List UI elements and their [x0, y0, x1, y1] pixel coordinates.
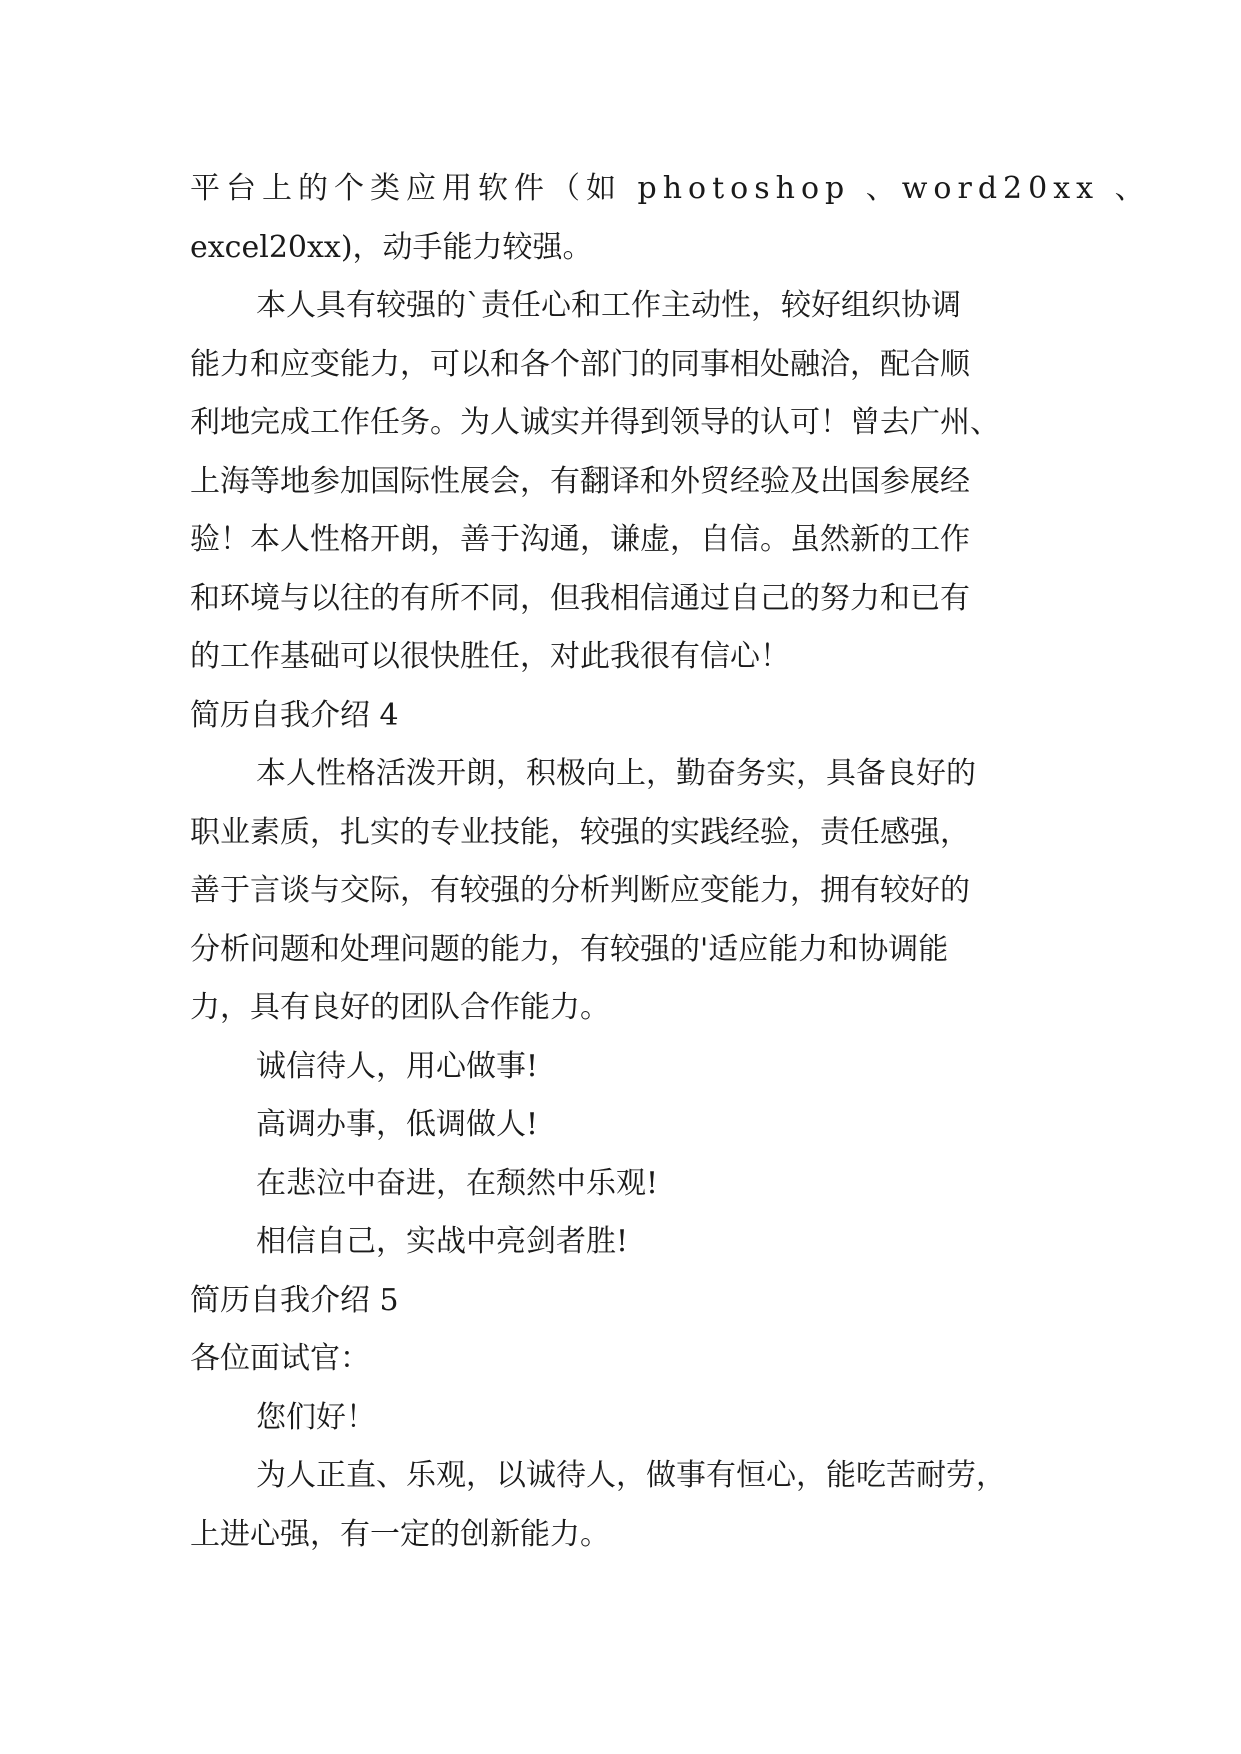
text-line: 和环境与以往的有所不同，但我相信通过自己的努力和已有 — [190, 580, 970, 616]
motto-line: 相信自己，实战中亮剑者胜! — [256, 1224, 629, 1259]
text-line: 职业素质，扎实的专业技能，较强的实践经验，责任感强， — [190, 814, 970, 850]
paragraph-start-line: 本人性格活泼开朗，积极向上，勤奋务实，具备良好的 — [256, 756, 976, 791]
text-line: 力，具有良好的团队合作能力。 — [190, 990, 610, 1025]
text-line: 上海等地参加国际性展会，有翻译和外贸经验及出国参展经 — [190, 463, 970, 499]
text-line: excel20xx)，动手能力较强。 — [190, 229, 593, 265]
motto-line: 诚信待人，用心做事! — [256, 1048, 539, 1084]
salutation-line: 各位面试官： — [190, 1341, 370, 1376]
text-line: 善于言谈与交际，有较强的分析判断应变能力，拥有较好的 — [190, 873, 970, 908]
text-line: 验！本人性格开朗，善于沟通，谦虚，自信。虽然新的工作 — [190, 522, 970, 557]
motto-line: 在悲泣中奋进，在颓然中乐观! — [256, 1165, 659, 1201]
paragraph-start-line: 为人正直、乐观，以诚待人，做事有恒心，能吃苦耐劳， — [256, 1458, 1006, 1493]
text-line: 平台上的个类应用软件（如 photoshop 、word20xx 、 — [190, 171, 1151, 206]
text-line: 分析问题和处理问题的能力，有较强的'适应能力和协调能 — [190, 931, 949, 967]
motto-line: 高调办事，低调做人! — [256, 1107, 539, 1142]
document-body — [190, 160, 1151, 1564]
greeting-line: 您们好！ — [256, 1399, 376, 1435]
text-line: 的工作基础可以很快胜任，对此我很有信心！ — [190, 639, 790, 674]
paragraph-start-line: 本人具有较强的`责任心和工作主动性，较好组织协调 — [256, 288, 961, 323]
text-line: 能力和应变能力，可以和各个部门的同事相处融洽，配合顺 — [190, 346, 970, 382]
section-heading: 简历自我介绍 5 — [190, 1282, 399, 1318]
text-line: 利地完成工作任务。为人诚实并得到领导的认可！曾去广州、 — [190, 405, 1000, 440]
text-line: 上进心强，有一定的创新能力。 — [190, 1516, 610, 1552]
section-heading: 简历自我介绍 4 — [190, 697, 399, 733]
